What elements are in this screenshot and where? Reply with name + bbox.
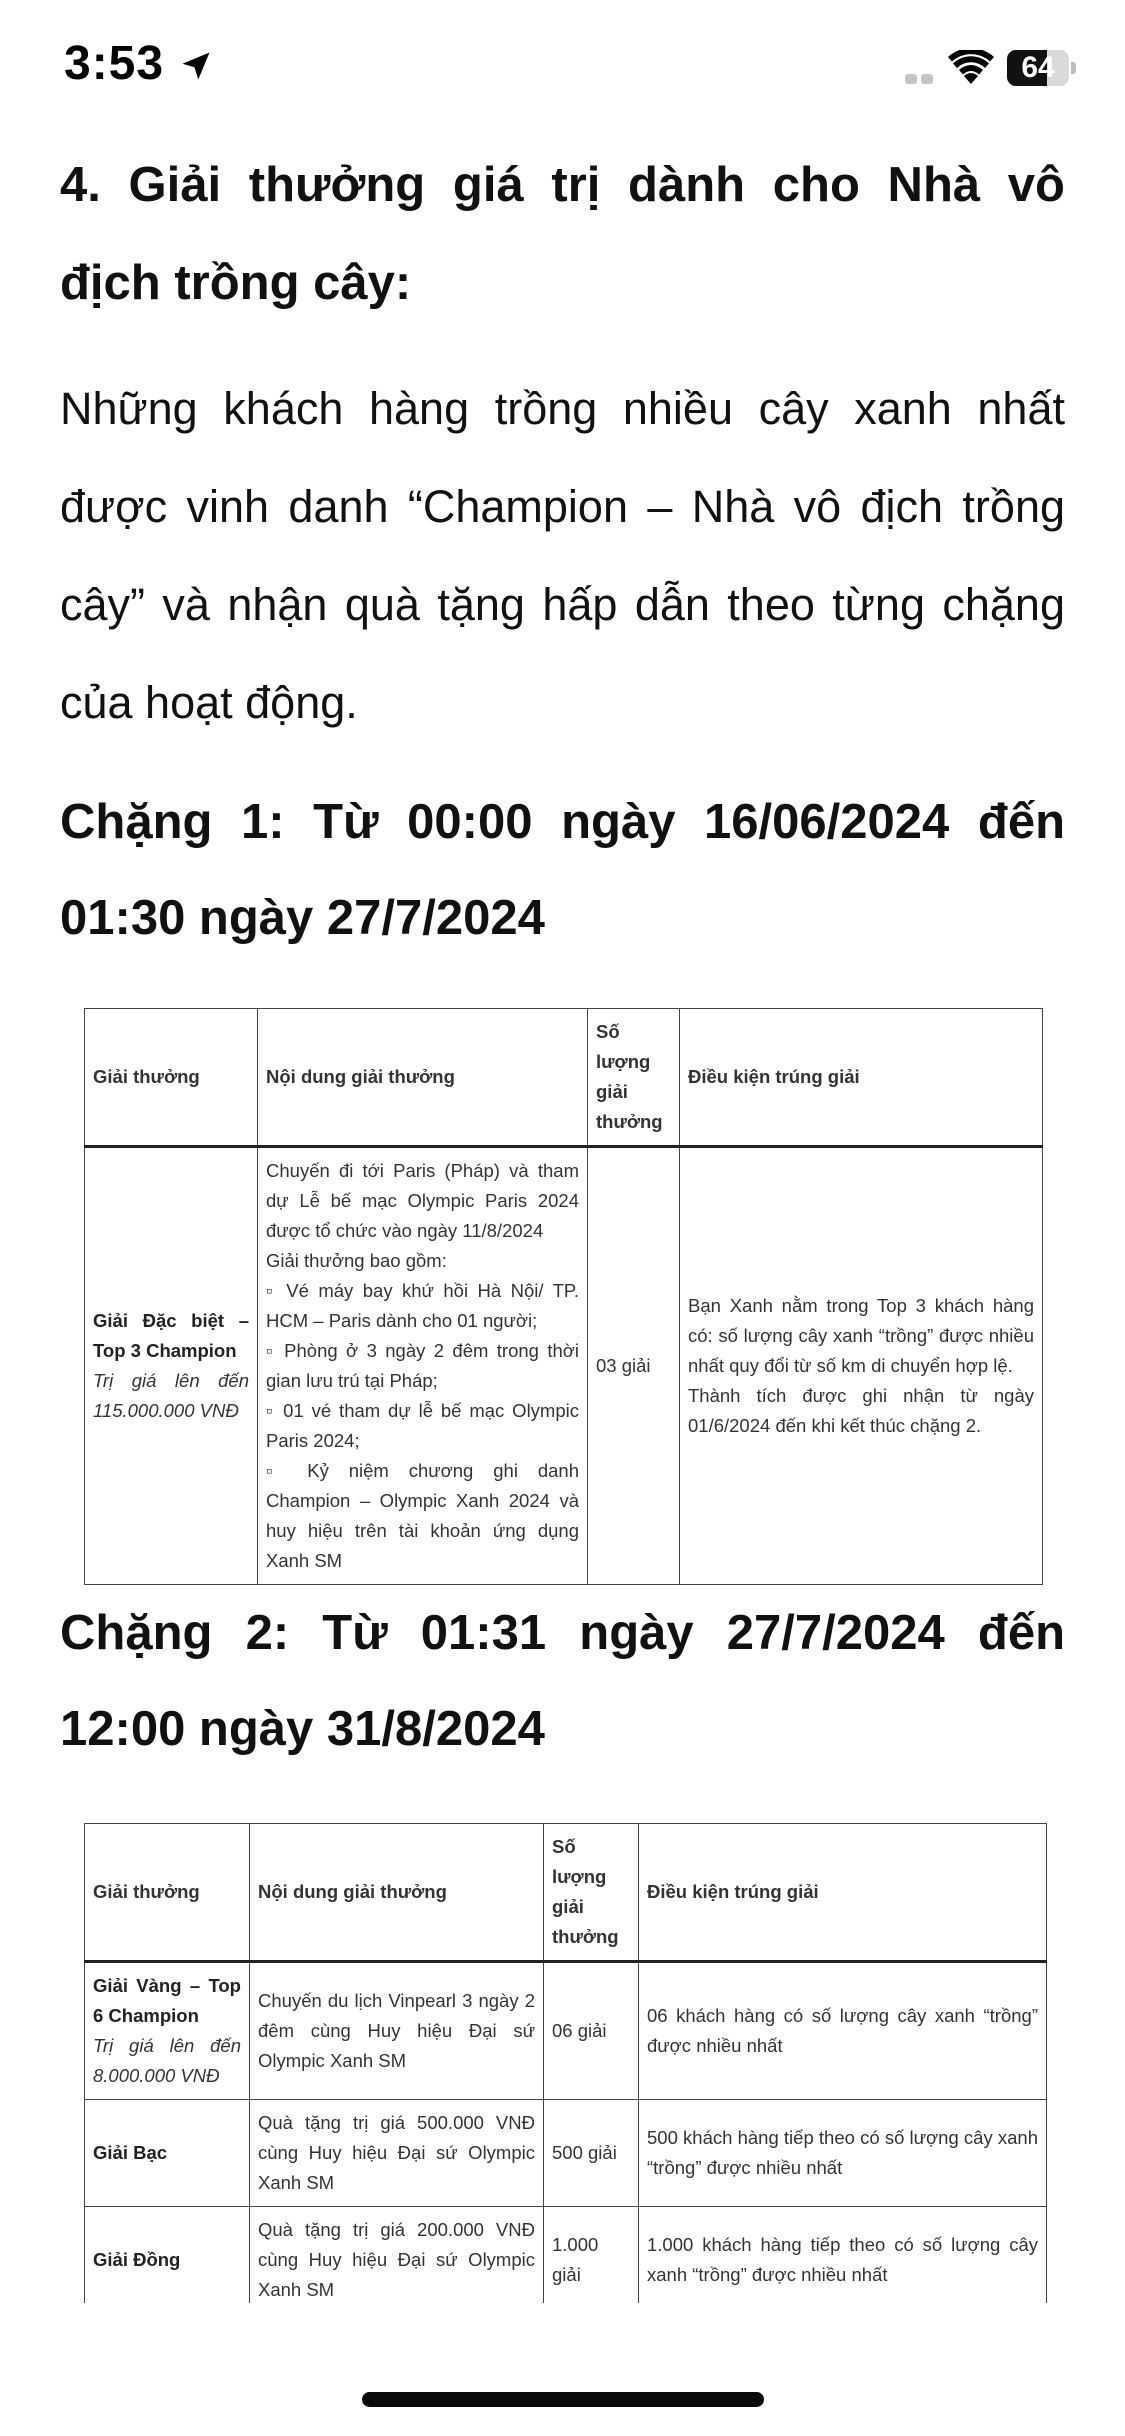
content-cell — [258, 1147, 588, 1585]
header-quantity: Số lượng giải thưởng — [544, 1824, 639, 1962]
prize-name: Giải Vàng – Top 6 Champion — [93, 1975, 241, 2026]
article-content — [60, 136, 1065, 2303]
table-header-row — [85, 1009, 1043, 1147]
table-row — [85, 1147, 1043, 1585]
table-row — [85, 2100, 1047, 2207]
battery-percent: 64 — [1021, 51, 1055, 84]
cellular-signal-icon — [905, 70, 935, 84]
content-line: ▫ Phòng ở 3 ngày 2 đêm trong thời gian lưu trú tại Pháp; — [266, 1340, 579, 1391]
table-row — [85, 2207, 1047, 2304]
table-row — [85, 1962, 1047, 2100]
prize-cell — [85, 2207, 250, 2304]
header-content: Nội dung giải thưởng — [258, 1009, 588, 1147]
quantity-cell: 03 giải — [588, 1147, 680, 1585]
stage2-prize-table — [84, 1823, 1047, 2303]
prize-cell — [85, 2100, 250, 2207]
content-line: ▫ Kỷ niệm chương ghi danh Champion – Olympic Xanh 2024 và huy hiệu trên tài khoản ứng dụng Xanh SM — [266, 1460, 579, 1571]
wifi-icon — [948, 50, 994, 86]
content-cell: Quà tặng trị giá 500.000 VNĐ cùng Huy hiệu Đại sứ Olympic Xanh SM — [250, 2100, 544, 2207]
stage2-heading: Chặng 2: Từ 01:31 ngày 27/7/2024 đến 12:00 ngày 31/8/2024 — [60, 1606, 1065, 1756]
stage2-table-viewport — [84, 1823, 1049, 2303]
condition-cell: 1.000 khách hàng tiếp theo có số lượng cây xanh “trồng” được nhiều nhất — [639, 2207, 1047, 2304]
header-prize: Giải thưởng — [85, 1824, 250, 1962]
condition-line: Thành tích được ghi nhận từ ngày 01/6/2024 đến khi kết thúc chặng 2. — [688, 1385, 1034, 1436]
quantity-cell: 1.000 giải — [544, 2207, 639, 2304]
content-line: Chuyến đi tới Paris (Pháp) và tham dự Lễ bế mạc Olympic Paris 2024 được tổ chức vào ngày 11/8/2024 — [266, 1160, 579, 1241]
location-arrow-icon — [178, 48, 214, 84]
status-time: 3:53 — [64, 37, 165, 90]
home-indicator[interactable] — [362, 2392, 764, 2407]
content-line: ▫ 01 vé tham dự lễ bế mạc Olympic Paris 2024; — [266, 1400, 579, 1451]
prize-name: Giải Đặc biệt – Top 3 Champion — [93, 1310, 249, 1361]
condition-cell — [680, 1147, 1043, 1585]
status-bar — [0, 0, 1125, 140]
content-line: ▫ Vé máy bay khứ hồi Hà Nội/ TP. HCM – Paris dành cho 01 người; — [266, 1280, 579, 1331]
prize-cell — [85, 1147, 258, 1585]
content-cell: Quà tặng trị giá 200.000 VNĐ cùng Huy hiệu Đại sứ Olympic Xanh SM — [250, 2207, 544, 2304]
content-line: Giải thưởng bao gồm: — [266, 1250, 447, 1271]
header-prize: Giải thưởng — [85, 1009, 258, 1147]
table-header-row — [85, 1824, 1047, 1962]
battery-indicator — [1007, 50, 1077, 86]
prize-name: Giải Đồng — [93, 2249, 181, 2270]
prize-cell — [85, 1962, 250, 2100]
prize-name: Giải Bạc — [93, 2142, 168, 2163]
condition-cell: 06 khách hàng có số lượng cây xanh “trồng” được nhiều nhất — [639, 1962, 1047, 2100]
header-condition: Điều kiện trúng giải — [639, 1824, 1047, 1962]
stage1-heading: Chặng 1: Từ 00:00 ngày 16/06/2024 đến 01:30 ngày 27/7/2024 — [60, 795, 1065, 945]
header-content: Nội dung giải thưởng — [250, 1824, 544, 1962]
intro-paragraph: Những khách hàng trồng nhiều cây xanh nhất được vinh danh “Champion – Nhà vô địch trồng cây” và nhận quà tặng hấp dẫn theo từng chặng của hoạt động. — [60, 383, 1065, 728]
prize-value: Trị giá lên đến 8.000.000 VNĐ — [93, 2035, 241, 2086]
prize-value: Trị giá lên đến 115.000.000 VNĐ — [93, 1370, 249, 1421]
quantity-cell: 06 giải — [544, 1962, 639, 2100]
section-heading: 4. Giải thưởng giá trị dành cho Nhà vô địch trồng cây: — [60, 158, 1065, 310]
condition-line: Bạn Xanh nằm trong Top 3 khách hàng có: số lượng cây xanh “trồng” được nhiều nhất quy đổi từ số km di chuyển hợp lệ. — [688, 1295, 1034, 1376]
stage1-prize-table — [84, 1008, 1043, 1585]
condition-cell: 500 khách hàng tiếp theo có số lượng cây xanh “trồng” được nhiều nhất — [639, 2100, 1047, 2207]
quantity-cell: 500 giải — [544, 2100, 639, 2207]
header-quantity: Số lượng giải thưởng — [588, 1009, 680, 1147]
content-cell: Chuyến du lịch Vinpearl 3 ngày 2 đêm cùng Huy hiệu Đại sứ Olympic Xanh SM — [250, 1962, 544, 2100]
header-condition: Điều kiện trúng giải — [680, 1009, 1043, 1147]
